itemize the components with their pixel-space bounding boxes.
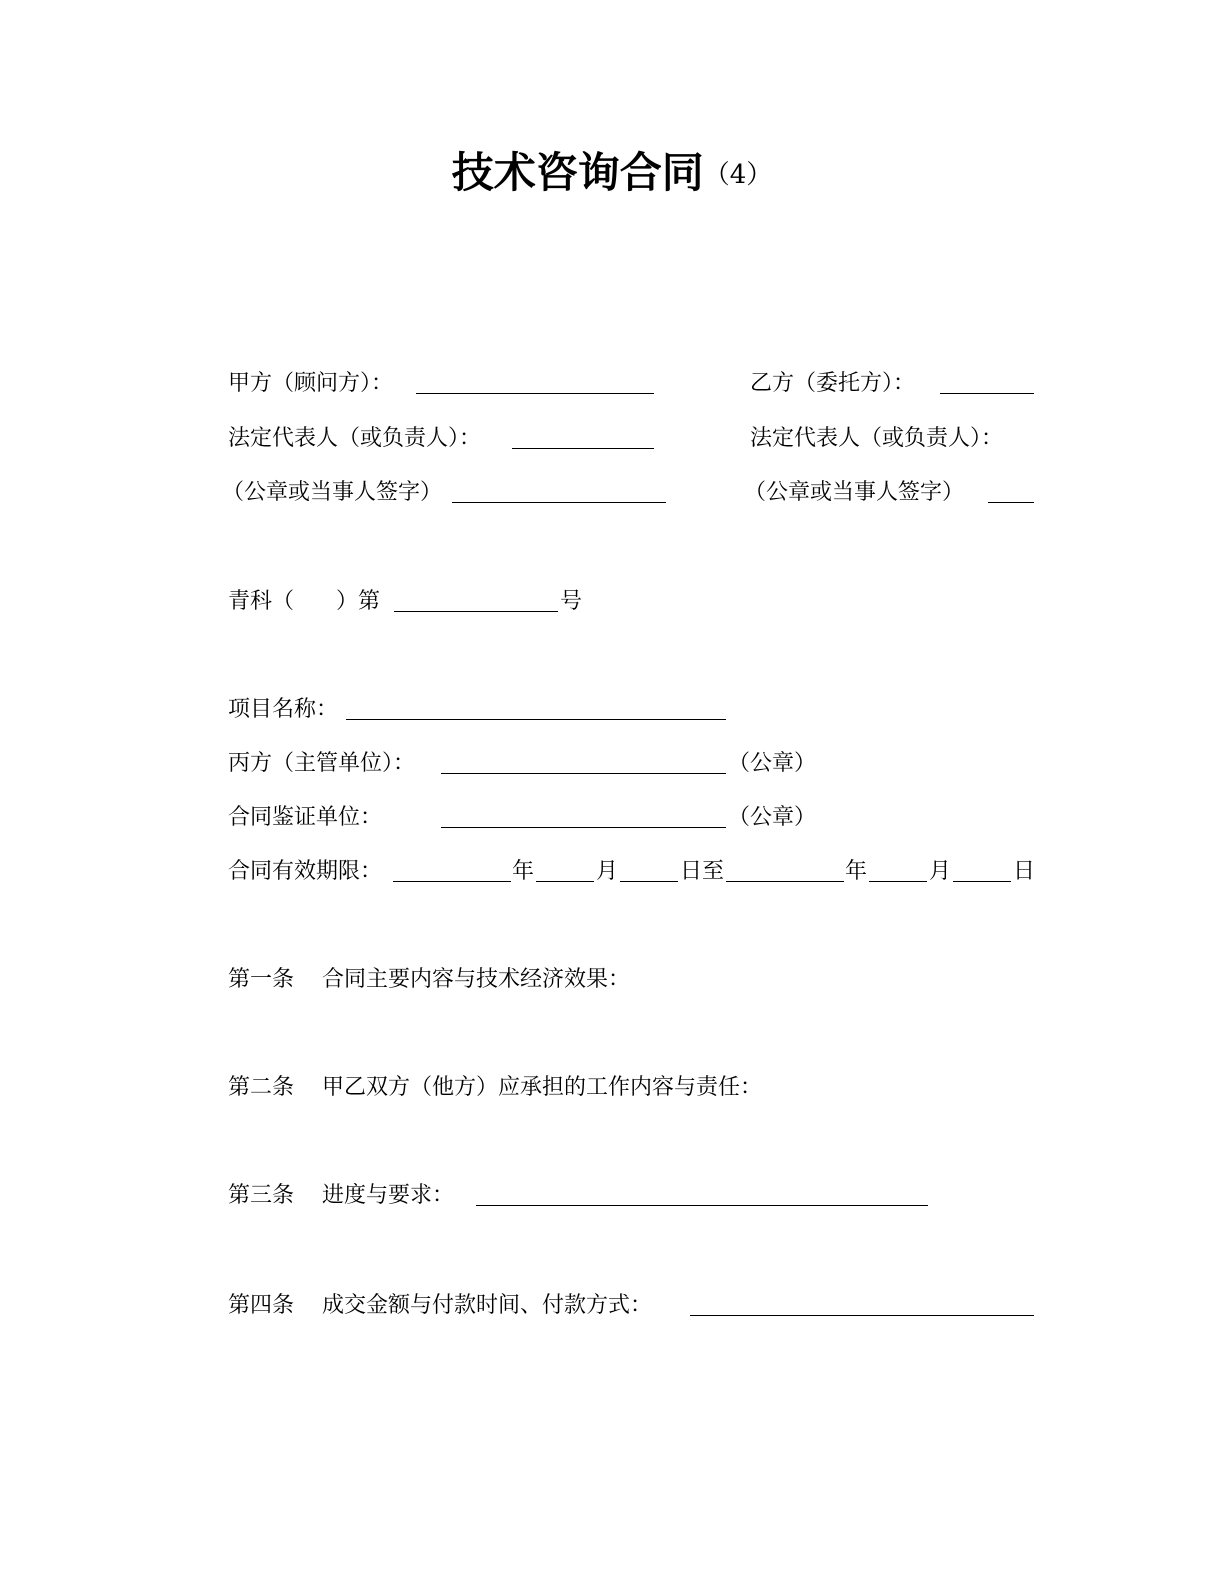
period-start-year-field[interactable] <box>393 881 511 882</box>
verify-unit-field[interactable] <box>441 827 726 828</box>
seal-a-label: （公章或当事人签字） <box>222 480 443 505</box>
contract-number-row <box>228 587 380 617</box>
contract-no-mid: ）第 <box>336 589 381 614</box>
article-4-field[interactable] <box>690 1315 1034 1316</box>
period-end-month-field[interactable] <box>869 881 927 882</box>
period-start-month-field[interactable] <box>536 881 594 882</box>
legal-rep-b-label: 法定代表人（或负责人）： <box>750 426 1004 451</box>
article-2-text: 甲乙双方（他方）应承担的工作内容与责任： <box>322 1075 763 1100</box>
title-number: （4） <box>703 160 773 190</box>
article-4-number: 第四条 <box>228 1293 295 1318</box>
contract-no-prefix: 青科（ <box>228 589 295 614</box>
project-name-field[interactable] <box>346 719 726 720</box>
article-3-number: 第三条 <box>228 1183 295 1208</box>
article-4-text: 成交金额与付款时间、付款方式： <box>322 1293 653 1318</box>
contract-number-field[interactable] <box>394 611 558 612</box>
seal-b-field[interactable] <box>988 502 1034 503</box>
article-3-text: 进度与要求： <box>322 1183 455 1208</box>
period-month-label: 月 <box>596 859 619 884</box>
period-day-to-label: 日至 <box>680 859 725 884</box>
verify-unit-seal: （公章） <box>728 805 817 830</box>
title-text: 技术咨询合同 <box>451 148 704 197</box>
party-c-label: 丙方（主管单位）： <box>228 751 416 776</box>
article-2-number: 第二条 <box>228 1075 295 1100</box>
seal-b-label: （公章或当事人签字） <box>744 480 965 505</box>
period-label: 合同有效期限： <box>228 859 383 884</box>
period-year2-label: 年 <box>845 859 868 884</box>
contract-no-suffix: 号 <box>560 589 583 614</box>
period-day-label: 日 <box>1013 859 1036 884</box>
period-month2-label: 月 <box>929 859 952 884</box>
party-a-label: 甲方（顾问方）： <box>228 371 394 396</box>
legal-rep-a-field[interactable] <box>512 448 654 449</box>
article-3-field[interactable] <box>476 1205 928 1206</box>
project-name-label: 项目名称： <box>228 697 339 722</box>
period-start-day-field[interactable] <box>620 881 678 882</box>
verify-unit-label: 合同鉴证单位： <box>228 805 383 830</box>
legal-rep-a-label: 法定代表人（或负责人）： <box>228 426 482 451</box>
article-1-text: 合同主要内容与技术经济效果： <box>322 967 631 992</box>
party-c-seal: （公章） <box>728 751 817 776</box>
document-title <box>0 145 1224 203</box>
party-a-field[interactable] <box>416 393 654 394</box>
party-c-field[interactable] <box>441 773 726 774</box>
party-b-field[interactable] <box>940 393 1034 394</box>
seal-a-field[interactable] <box>452 502 666 503</box>
party-b-label: 乙方（委托方）： <box>750 371 916 396</box>
article-1-number: 第一条 <box>228 967 295 992</box>
period-year-label: 年 <box>512 859 535 884</box>
period-end-year-field[interactable] <box>726 881 844 882</box>
period-end-day-field[interactable] <box>953 881 1011 882</box>
